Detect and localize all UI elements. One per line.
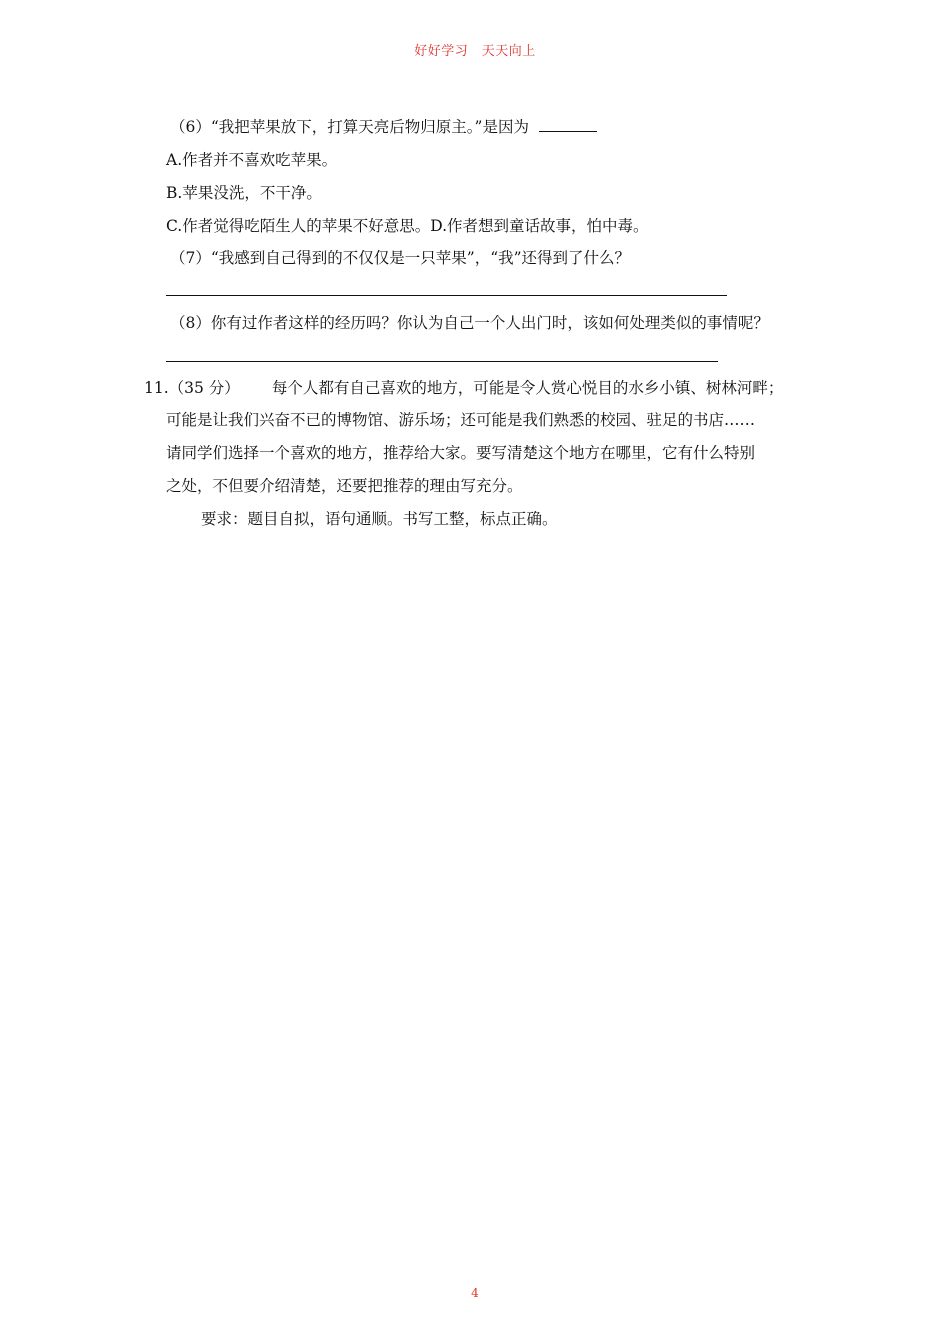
page-header: 好好学习 天天向上 bbox=[414, 44, 536, 59]
q8-answer-line[interactable] bbox=[166, 361, 718, 362]
q6-option-a: A.作者并不喜欢吃苹果。 bbox=[166, 151, 338, 169]
q11-prompt-line-1: 每个人都有自己喜欢的地方，可能是令人赏心悦目的水乡小镇、树林河畔； bbox=[271, 379, 784, 397]
q11-first-line bbox=[144, 378, 783, 398]
q8-stem: （8）你有过作者这样的经历吗？你认为自己一个人出门时，该如何处理类似的事情呢？ bbox=[170, 314, 769, 332]
q6-answer-blank[interactable] bbox=[539, 117, 597, 132]
q11-number: 11. bbox=[144, 379, 169, 397]
q11-prompt-line-2: 可能是让我们兴奋不已的博物馆、游乐场；还可能是我们熟悉的校园、驻足的书店…… bbox=[166, 411, 756, 429]
q6-option-b: B.苹果没洗，不干净。 bbox=[166, 184, 322, 202]
q7-stem: （7）“我感到自己得到的不仅仅是一只苹果”，“我”还得到了什么？ bbox=[170, 249, 631, 267]
q7-answer-line[interactable] bbox=[166, 295, 727, 296]
q11-prompt-line-4: 之处，不但要介绍清楚，还要把推荐的理由写充分。 bbox=[166, 477, 523, 495]
q11-requirement: 要求：题目自拟，语句通顺。书写工整，标点正确。 bbox=[201, 510, 558, 528]
q11-prompt-line-3: 请同学们选择一个喜欢的地方，推荐给大家。要写清楚这个地方在哪里，它有什么特别 bbox=[166, 444, 756, 462]
q6-stem-line bbox=[170, 117, 597, 137]
page-number: 4 bbox=[471, 1286, 479, 1300]
q11-score: （35 分） bbox=[168, 379, 240, 397]
q6-stem: （6）“我把苹果放下，打算天亮后物归原主。”是因为 bbox=[170, 118, 529, 136]
q6-option-cd: C.作者觉得吃陌生人的苹果不好意思。D.作者想到童话故事，怕中毒。 bbox=[166, 217, 649, 235]
